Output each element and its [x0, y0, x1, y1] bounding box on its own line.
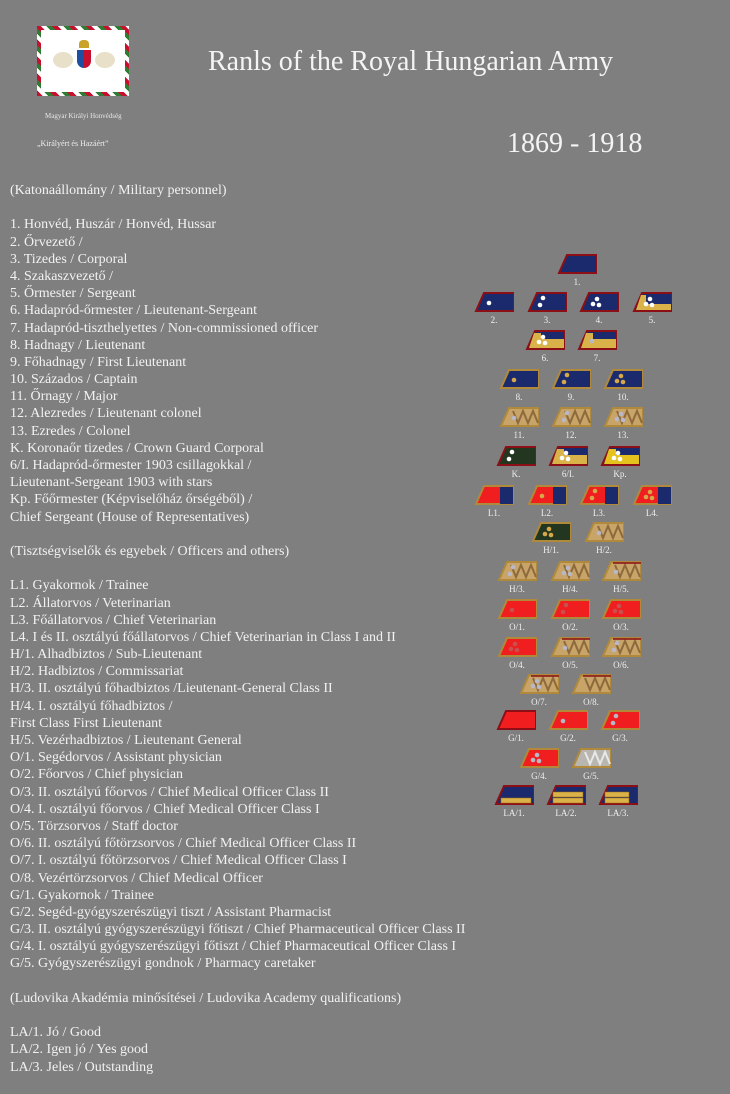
- flag-caption: Magyar Királyi Honvédség: [45, 112, 122, 120]
- rank-entry: O/6. II. osztályú főtörzsorvos / Chief Medical Officer Class II: [10, 836, 357, 852]
- insignia-label: L1.: [487, 508, 501, 518]
- rank-entry: 2. Őrvezető /: [10, 234, 83, 250]
- collar-insignia-icon: [519, 748, 559, 768]
- year-range: 1869 - 1918: [507, 128, 643, 159]
- rank-entry: O/7. I. osztályú főtörzsorvos / Chief Medical Officer Class I: [10, 853, 347, 869]
- rank-entry: First Class First Lieutenant: [10, 715, 163, 731]
- collar-insignia-icon: [584, 522, 624, 542]
- collar-insignia-icon: [525, 330, 565, 350]
- collar-insignia-icon: [527, 485, 567, 505]
- insignia-label: 6.: [541, 353, 549, 363]
- insignia-label: 7.: [593, 353, 601, 363]
- rank-entry: 12. Alezredes / Lieutenant colonel: [10, 406, 202, 422]
- insignia-label: O/8.: [583, 697, 599, 707]
- rank-entry: Chief Sergeant (House of Representatives): [10, 509, 250, 525]
- insignia-label: 8.: [515, 392, 523, 402]
- collar-insignia-icon: [579, 485, 619, 505]
- insignia-label: O/4.: [509, 660, 525, 670]
- collar-insignia-icon: [598, 785, 638, 805]
- rank-entry: G/1. Gyakornok / Trainee: [10, 887, 154, 903]
- rank-entry: 7. Hadapród-tiszthelyettes / Non-commissioned officer: [10, 320, 319, 336]
- rank-entry: G/4. I. osztályú gyógyszerészügyi főtiszt / Chief Pharmaceutical Officer Class I: [10, 939, 457, 955]
- rank-entry: H/4. I. osztályú főhadbiztos /: [10, 698, 173, 714]
- collar-insignia-icon: [548, 446, 588, 466]
- collar-insignia-icon: [600, 710, 640, 730]
- section-heading: (Tisztségviselők és egyebek / Officers and others): [10, 543, 290, 559]
- collar-insignia-icon: [499, 407, 539, 427]
- rank-entry: O/2. Főorvos / Chief physician: [10, 767, 184, 783]
- collar-insignia-icon: [531, 522, 571, 542]
- collar-insignia-icon: [551, 369, 591, 389]
- rank-entry: 8. Hadnagy / Lieutenant: [10, 337, 146, 353]
- collar-insignia-icon: [548, 710, 588, 730]
- rank-entry: H/2. Hadbiztos / Commissariat: [10, 664, 184, 680]
- rank-entry: 9. Főhadnagy / First Lieutenant: [10, 354, 187, 370]
- rank-list: [10, 182, 465, 1076]
- insignia-label: 4.: [595, 315, 603, 325]
- collar-insignia-icon: [474, 292, 514, 312]
- rank-entry: LA/1. Jó / Good: [10, 1025, 101, 1041]
- royal-flag-image: [37, 26, 129, 96]
- collar-insignia-icon: [601, 599, 641, 619]
- rank-entry: H/5. Vezérhadbiztos / Lieutenant General: [10, 733, 242, 748]
- collar-insignia-icon: [497, 599, 537, 619]
- crown-icon: [79, 40, 89, 48]
- rank-entry: G/3. II. osztályú gyógyszerészügyi főtiszt / Chief Pharmaceutical Officer Class II: [10, 922, 466, 938]
- insignia-label: O/1.: [509, 622, 525, 632]
- collar-insignia-icon: [550, 599, 590, 619]
- insignia-label: 12.: [565, 430, 577, 440]
- rank-entry: 10. Százados / Captain: [10, 372, 138, 388]
- rank-entry: O/8. Vezértörzsorvos / Chief Medical Officer: [10, 870, 263, 886]
- rank-entry: G/5. Gyógyszerészügyi gondnok / Pharmacy caretaker: [10, 956, 316, 972]
- insignia-label: O/7.: [531, 697, 547, 707]
- insignia-label: LA/1.: [503, 808, 525, 818]
- collar-insignia-icon: [600, 446, 640, 466]
- insignia-label: 1.: [573, 277, 581, 287]
- rank-entry: 6/I. Hadapród-őrmester 1903 csillagokkal /: [10, 458, 252, 473]
- insignia-label: LA/3.: [607, 808, 629, 818]
- insignia-label: K.: [511, 469, 521, 479]
- collar-insignia-icon: [497, 637, 537, 657]
- rank-entry: [10, 973, 465, 990]
- insignia-label: LA/2.: [555, 808, 577, 818]
- rank-entry: Kp. Főőrmester (Képviselőház őrségéből) /: [10, 492, 253, 508]
- rank-entry: 13. Ezredes / Colonel: [10, 423, 131, 439]
- angel-icon: [53, 52, 73, 68]
- insignia-label: G/5.: [583, 771, 599, 781]
- collar-insignia-icon: [557, 254, 597, 274]
- angel-icon: [95, 52, 115, 68]
- coat-of-arms-icon: [77, 50, 91, 68]
- insignia-label: G/2.: [560, 733, 576, 743]
- rank-entry: L4. I és II. osztályú főállatorvos / Chief Veterinarian in Class I and II: [10, 629, 396, 645]
- collar-insignia-icon: [601, 561, 641, 581]
- rank-entry: O/4. I. osztályú főorvos / Chief Medical Officer Class I: [10, 801, 320, 817]
- collar-insignia-icon: [632, 292, 672, 312]
- insignia-label: 2.: [490, 315, 498, 325]
- collar-insignia-icon: [603, 369, 643, 389]
- rank-entry: [10, 526, 465, 543]
- rank-entry: L2. Állatorvos / Veterinarian: [10, 595, 171, 611]
- insignia-label: O/5.: [562, 660, 578, 670]
- rank-entry: O/3. II. osztályú főorvos / Chief Medical Officer Class II: [10, 784, 329, 800]
- collar-insignia-icon: [550, 637, 590, 657]
- insignia-label: 10.: [617, 392, 629, 402]
- collar-insignia-icon: [527, 292, 567, 312]
- rank-entry: L3. Főállatorvos / Chief Veterinarian: [10, 612, 217, 628]
- rank-entry: LA/3. Jeles / Outstanding: [10, 1059, 154, 1075]
- collar-insignia-icon: [499, 369, 539, 389]
- insignia-label: O/3.: [613, 622, 629, 632]
- collar-insignia-icon: [571, 674, 611, 694]
- collar-insignia-icon: [519, 674, 559, 694]
- insignia-label: L2.: [540, 508, 554, 518]
- collar-insignia-icon: [632, 485, 672, 505]
- rank-entry: O/1. Segédorvos / Assistant physician: [10, 750, 222, 766]
- insignia-label: G/3.: [612, 733, 628, 743]
- rank-entry: 11. Őrnagy / Major: [10, 389, 118, 405]
- insignia-label: 6/I.: [561, 469, 575, 479]
- collar-insignia-icon: [601, 637, 641, 657]
- page-title: Ranls of the Royal Hungarian Army: [208, 46, 614, 77]
- collar-insignia-icon: [571, 748, 611, 768]
- collar-insignia-icon: [494, 785, 534, 805]
- rank-entry: K. Koronaőr tizedes / Crown Guard Corporal: [10, 440, 264, 456]
- collar-insignia-icon: [474, 485, 514, 505]
- collar-insignia-icon: [577, 330, 617, 350]
- collar-insignia-icon: [603, 407, 643, 427]
- rank-entry: Lieutenant-Sergeant 1903 with stars: [10, 475, 213, 491]
- rank-entry: 6. Hadapród-őrmester / Lieutenant-Sergeant: [10, 303, 257, 319]
- rank-entry: 1. Honvéd, Huszár / Honvéd, Hussar: [10, 217, 217, 233]
- insignia-label: 11.: [513, 430, 525, 440]
- insignia-label: L4.: [645, 508, 659, 518]
- insignia-label: H/5.: [613, 584, 629, 594]
- motto: „Királyért és Hazáért”: [37, 139, 109, 148]
- collar-insignia-icon: [496, 446, 536, 466]
- rank-entry: [10, 199, 465, 216]
- collar-insignia-icon: [497, 561, 537, 581]
- collar-insignia-icon: [546, 785, 586, 805]
- collar-insignia-icon: [496, 710, 536, 730]
- rank-entry: G/2. Segéd-gyógyszerészügyi tiszt / Assistant Pharmacist: [10, 904, 332, 920]
- rank-entry: H/3. II. osztályú főhadbiztos /Lieutenant-General Class II: [10, 681, 333, 697]
- insignia-label: H/4.: [562, 584, 578, 594]
- section-heading: (Ludovika Akadémia minősítései / Ludovika Academy qualifications): [10, 990, 402, 1006]
- insignia-label: 5.: [648, 315, 656, 325]
- rank-entry: [10, 560, 465, 577]
- rank-entry: [10, 1007, 465, 1024]
- insignia-label: O/6.: [613, 660, 629, 670]
- insignia-label: L3.: [592, 508, 606, 518]
- insignia-label: G/4.: [531, 771, 547, 781]
- collar-insignia-icon: [551, 407, 591, 427]
- rank-entry: 4. Szakaszvezető /: [10, 268, 114, 284]
- insignia-label: 13.: [617, 430, 629, 440]
- rank-entry: L1. Gyakornok / Trainee: [10, 578, 149, 594]
- rank-entry: LA/2. Igen jó / Yes good: [10, 1042, 149, 1058]
- insignia-label: 9.: [567, 392, 575, 402]
- insignia-label: O/2.: [562, 622, 578, 632]
- rank-entry: H/1. Alhadbiztos / Sub-Lieutenant: [10, 647, 203, 663]
- insignia-label: G/1.: [508, 733, 524, 743]
- insignia-label: Kp.: [613, 469, 627, 479]
- collar-insignia-icon: [550, 561, 590, 581]
- rank-entry: O/5. Törzsorvos / Staff doctor: [10, 818, 178, 834]
- collar-insignia-icon: [579, 292, 619, 312]
- insignia-label: H/3.: [509, 584, 525, 594]
- insignia-label: H/2.: [596, 545, 612, 555]
- rank-entry: 5. Őrmester / Sergeant: [10, 286, 136, 302]
- section-heading: (Katonaállomány / Military personnel): [10, 183, 227, 198]
- insignia-label: 3.: [543, 315, 551, 325]
- rank-entry: 3. Tizedes / Corporal: [10, 251, 128, 267]
- insignia-label: H/1.: [543, 545, 559, 555]
